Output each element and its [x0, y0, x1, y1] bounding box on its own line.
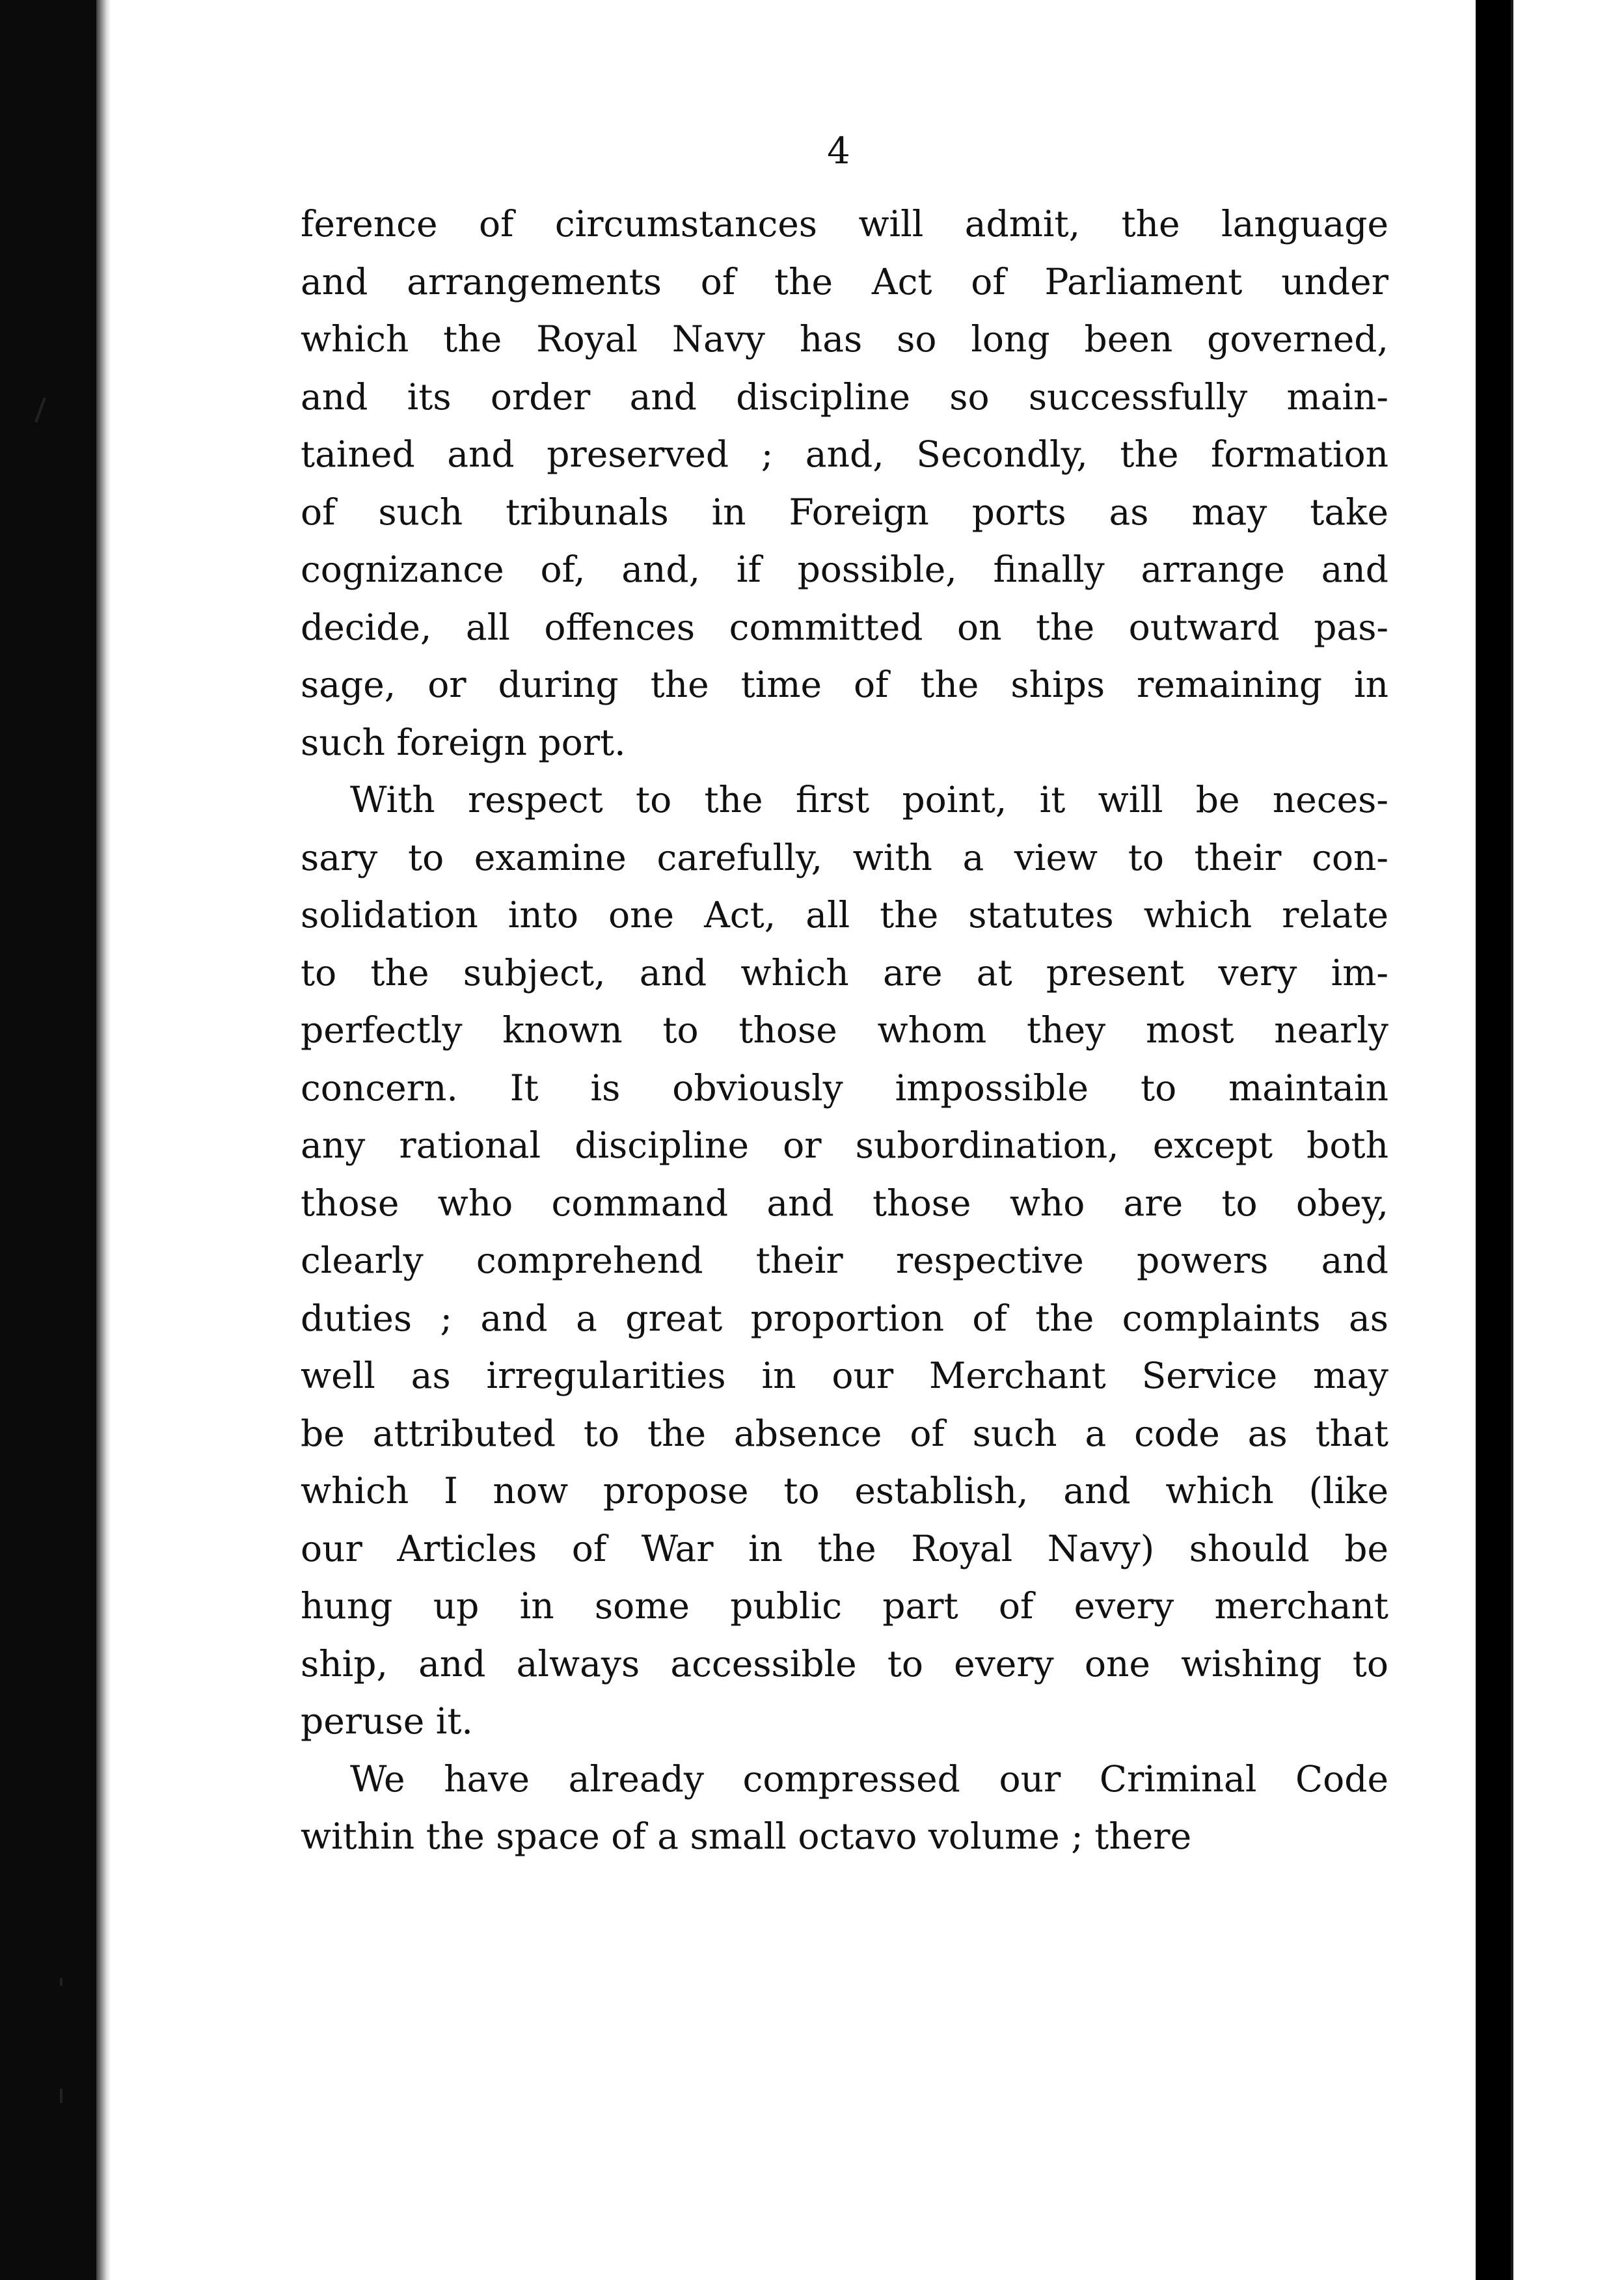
- text-line: of such tribunals in Foreign ports as may take: [301, 491, 1388, 533]
- text-line: such foreign port.: [301, 721, 626, 763]
- text-line: be attributed to the absence of such a code as that: [301, 1412, 1388, 1454]
- text-line: sary to examine carefully, with a view to their con-: [301, 836, 1388, 878]
- body-text: [301, 195, 1388, 1866]
- text-line: tained and preserved ; and, Secondly, the formation: [301, 433, 1388, 475]
- text-line: With respect to the first point, it will be neces-: [350, 779, 1388, 821]
- paragraph: [301, 195, 1388, 771]
- text-line: decide, all offences committed on the outward pas-: [301, 606, 1388, 648]
- text-line: ship, and always accessible to every one wishing to: [301, 1642, 1388, 1685]
- text-line: and its order and discipline so successfully main-: [301, 375, 1388, 418]
- paragraph: [301, 1750, 1388, 1866]
- text-line: within the space of a small octavo volume ; there: [301, 1815, 1192, 1857]
- text-line: well as irregularities in our Merchant Service may: [301, 1355, 1388, 1396]
- text-line: duties ; and a great proportion of the complaints as: [301, 1297, 1388, 1339]
- text-line: any rational discipline or subordination, except both: [301, 1124, 1388, 1166]
- text-line: We have already compressed our Criminal Code: [350, 1758, 1388, 1800]
- text-line: ference of circumstances will admit, the language: [301, 203, 1388, 245]
- text-line: and arrangements of the Act of Parliament under: [301, 260, 1388, 303]
- scan-mark: [60, 2089, 62, 2103]
- text-line: perfectly known to those whom they most nearly: [301, 1009, 1388, 1051]
- text-line: hung up in some public part of every merchant: [301, 1585, 1388, 1627]
- text-line: concern. It is obviously impossible to maintain: [301, 1066, 1388, 1109]
- text-line: peruse it.: [301, 1700, 473, 1742]
- text-line: solidation into one Act, all the statutes which relate: [301, 894, 1388, 936]
- text-line: those who command and those who are to obey,: [301, 1182, 1388, 1224]
- page-number: 4: [827, 130, 850, 172]
- text-line: which the Royal Navy has so long been governed,: [301, 318, 1388, 360]
- text-line: to the subject, and which are at present very im-: [301, 951, 1388, 994]
- book-page: [111, 0, 1476, 2280]
- right-binding-strip: [1476, 0, 1511, 2280]
- facing-page-edge: [1511, 0, 1624, 2280]
- text-line: clearly comprehend their respective powers and: [301, 1240, 1388, 1281]
- text-line: our Articles of War in the Royal Navy) should be: [301, 1527, 1388, 1569]
- text-line: cognizance of, and, if possible, finally arrange and: [301, 549, 1388, 590]
- left-gutter: [0, 0, 96, 2280]
- text-line: sage, or during the time of the ships remaining in: [301, 664, 1388, 705]
- paragraph: [301, 771, 1388, 1750]
- left-gutter-edge: [96, 0, 111, 2280]
- scan-mark: [60, 1978, 62, 1986]
- text-line: which I now propose to establish, and which (like: [301, 1470, 1388, 1512]
